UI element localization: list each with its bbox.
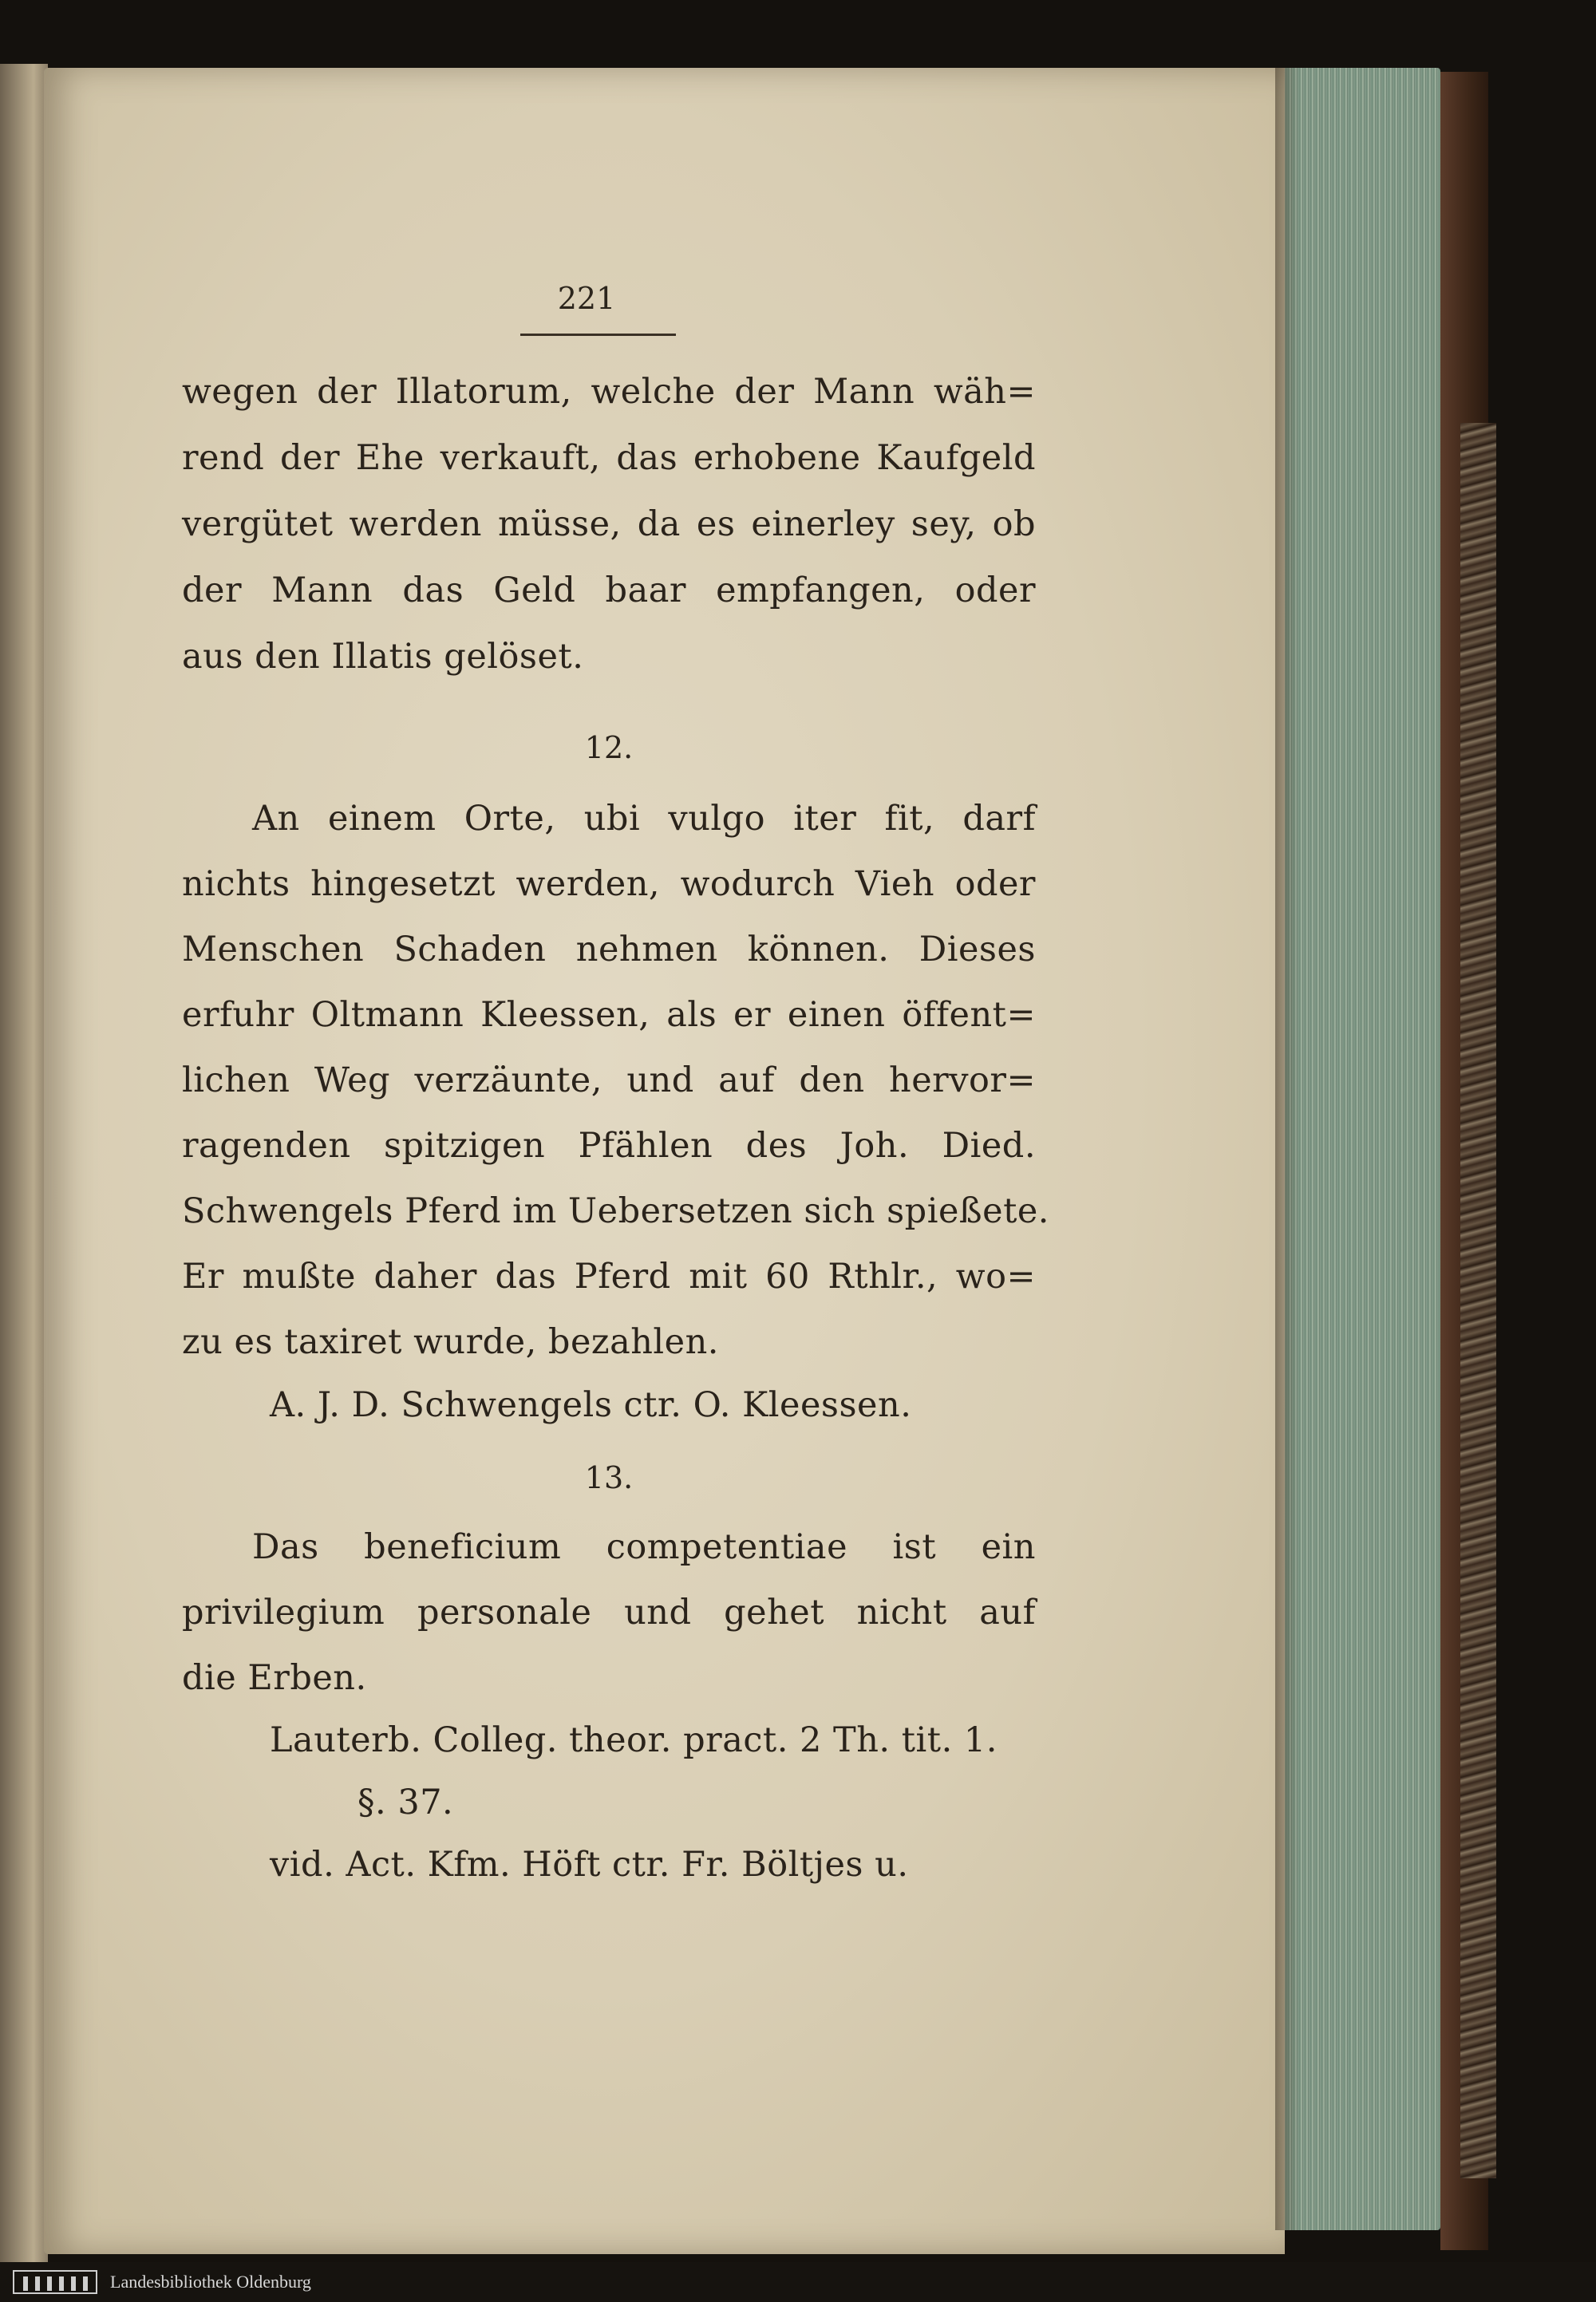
text-line: der Mann das Geld baar empfangen, oder <box>182 571 1036 610</box>
footer-bar <box>0 2262 1596 2302</box>
text-line: rend der Ehe verkauft, das erhobene Kaufgeld <box>182 438 1036 478</box>
citation: vid. Act. Kfm. Höft ctr. Fr. Böltjes u. <box>270 1845 909 1885</box>
page-edges <box>1281 68 1440 2230</box>
page-edge-shadow <box>1275 68 1299 2230</box>
citation: §. 37. <box>358 1783 454 1822</box>
section-number: 13. <box>584 1460 634 1495</box>
text-line: An einem Orte, ubi vulgo iter fit, darf <box>252 799 1036 839</box>
marbled-cover <box>1460 423 1496 2178</box>
left-page-edge <box>0 64 48 2266</box>
library-building-icon <box>13 2270 97 2294</box>
page-number: 221 <box>557 281 616 316</box>
text-line: zu es taxiret wurde, bezahlen. <box>182 1322 719 1362</box>
text-line: Das beneficium competentiae ist ein <box>252 1527 1036 1567</box>
text-line: erfuhr Oltmann Kleessen, als er einen öffent= <box>182 995 1036 1035</box>
citation: A. J. D. Schwengels ctr. O. Kleessen. <box>270 1385 912 1425</box>
text-line: Menschen Schaden nehmen können. Dieses <box>182 930 1036 969</box>
text-line: die Erben. <box>182 1658 367 1698</box>
library-name: Landesbibliothek Oldenburg <box>110 2272 311 2292</box>
text-line: Er mußte daher das Pferd mit 60 Rthlr., wo= <box>182 1257 1036 1297</box>
section-number: 12. <box>584 730 634 765</box>
text-line: vergütet werden müsse, da es einerley sey, ob <box>182 504 1036 544</box>
text-line: aus den Illatis gelöset. <box>182 637 584 677</box>
text-line: wegen der Illatorum, welche der Mann wäh= <box>182 372 1036 412</box>
text-line: lichen Weg verzäunte, und auf den hervor= <box>182 1060 1036 1100</box>
citation: Lauterb. Colleg. theor. pract. 2 Th. tit. 1. <box>270 1720 998 1760</box>
text-line: nichts hingesetzt werden, wodurch Vieh oder <box>182 864 1036 904</box>
text-line: privilegium personale und gehet nicht auf <box>182 1593 1036 1633</box>
text-line: Schwengels Pferd im Uebersetzen sich spießete. <box>182 1191 1049 1231</box>
text-line: ragenden spitzigen Pfählen des Joh. Died. <box>182 1126 1036 1166</box>
page-number-rule <box>520 334 676 336</box>
